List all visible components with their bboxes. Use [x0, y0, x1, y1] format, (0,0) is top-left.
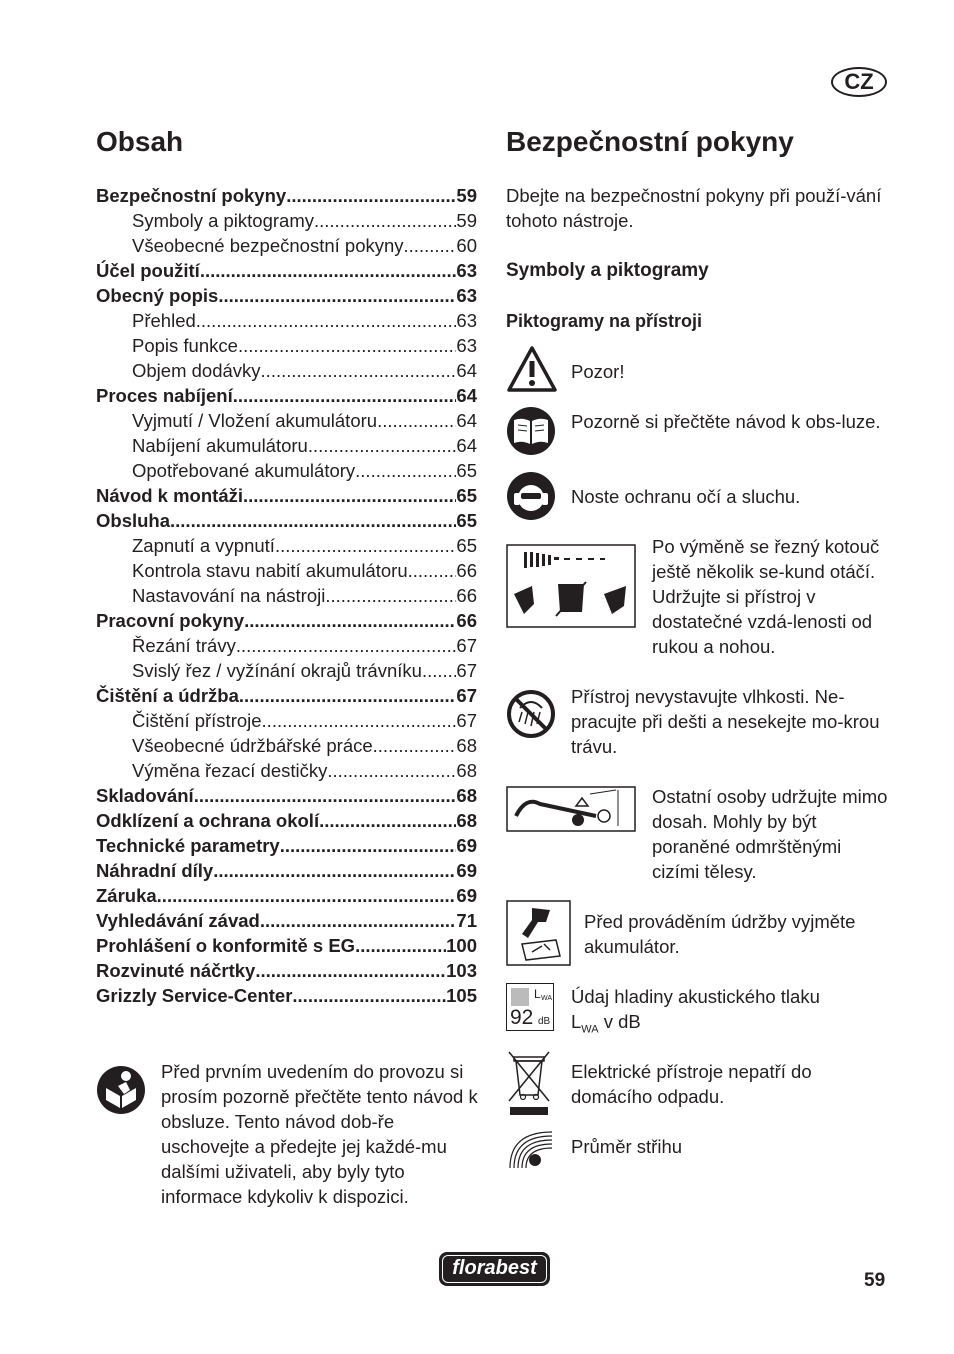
- table-of-contents: [96, 183, 477, 1008]
- toc-entry-page: 65: [456, 535, 477, 556]
- toc-leader-dots: [213, 858, 456, 883]
- toc-leader-dots: [239, 683, 457, 708]
- toc-leader-dots: [319, 808, 456, 833]
- device-pictograms-subtitle: Piktogramy na přístroji: [506, 311, 703, 331]
- toc-entry: [96, 708, 477, 733]
- toc-leader-dots: [422, 658, 456, 683]
- toc-entry-page: 63: [456, 285, 477, 306]
- toc-entry: [96, 883, 477, 908]
- no-rain-text: Přístroj nevystavujte vlhkosti. Ne-pracujte při dešti a nesekejte mo-krou trávu.: [571, 686, 880, 757]
- lwa-unit: dB: [538, 1016, 551, 1027]
- toc-entry: [96, 283, 477, 308]
- disposal-text: Elektrické přístroje nepatří do domácího odpadu.: [571, 1061, 812, 1107]
- toc-entry-page: 105: [446, 985, 477, 1006]
- toc-entry: [96, 433, 477, 458]
- toc-entry-page: 63: [456, 260, 477, 281]
- toc-entry: [96, 208, 477, 233]
- toc-entry: [96, 533, 477, 558]
- toc-leader-dots: [314, 208, 456, 233]
- toc-entry-title: Kontrola stavu nabití akumulátoru: [132, 560, 408, 581]
- toc-entry-page: 66: [456, 585, 477, 606]
- toc-entry-title: Všeobecné bezpečnostní pokyny: [132, 235, 404, 256]
- brand-name: florabest: [452, 1257, 537, 1279]
- toc-entry: [96, 633, 477, 658]
- toc-entry-page: 60: [456, 235, 477, 256]
- read-instructions-text: Pozorně si přečtěte návod k obs-luze.: [571, 411, 881, 432]
- toc-leader-dots: [280, 833, 457, 858]
- toc-entry-title: Prohlášení o konformitě s EG: [96, 935, 356, 956]
- toc-entry-page: 67: [456, 685, 477, 706]
- toc-entry-page: 68: [456, 735, 477, 756]
- read-instructions-icon: [506, 406, 556, 456]
- toc-leader-dots: [255, 958, 446, 983]
- toc-title: Obsah: [96, 126, 184, 157]
- lwa-value: 92: [510, 1006, 534, 1029]
- toc-entry-title: Účel použití: [96, 260, 200, 281]
- blade-rotation-icon: [506, 544, 636, 628]
- remove-battery-icon: [506, 900, 571, 966]
- toc-entry: [96, 658, 477, 683]
- toc-entry-title: Nabíjení akumulátoru: [132, 435, 308, 456]
- toc-entry-title: Návod k montáži: [96, 485, 243, 506]
- toc-entry: [96, 908, 477, 933]
- toc-entry-page: 69: [456, 860, 477, 881]
- toc-leader-dots: [262, 708, 457, 733]
- florabest-logo: [439, 1246, 550, 1288]
- toc-leader-dots: [261, 358, 457, 383]
- toc-entry-title: Náhradní díly: [96, 860, 214, 881]
- toc-entry: [96, 933, 477, 958]
- toc-entry: [96, 608, 477, 633]
- toc-entry: [96, 308, 477, 333]
- toc-leader-dots: [243, 483, 456, 508]
- toc-entry-title: Grizzly Service-Center: [96, 985, 293, 1006]
- toc-entry: [96, 558, 477, 583]
- toc-entry-page: 67: [456, 660, 477, 681]
- toc-leader-dots: [194, 783, 457, 808]
- toc-entry-page: 64: [456, 385, 477, 406]
- toc-leader-dots: [236, 633, 457, 658]
- toc-entry-title: Svislý řez / vyžínání okrajů trávníku: [132, 660, 422, 681]
- toc-leader-dots: [377, 408, 456, 433]
- intro-note: Před prvním uvedením do provozu si prosím pozorně přečtěte tento návod k obsluze. Tento návod dob-ře uschovejte a předejte jej každé-mu dalšími uživateli, aby byly tyto informace kdykoliv k dispozici.: [161, 1061, 478, 1207]
- toc-entry-page: 66: [456, 560, 477, 581]
- toc-entry-title: Vyjmutí / Vložení akumulátoru: [132, 410, 378, 431]
- toc-entry-page: 63: [456, 310, 477, 331]
- sound-level-text: [571, 984, 881, 1043]
- toc-entry-page: 59: [456, 185, 477, 206]
- lwa-sub: WA: [541, 995, 553, 1002]
- toc-leader-dots: [292, 983, 446, 1008]
- toc-entry-page: 103: [446, 960, 477, 981]
- toc-leader-dots: [200, 258, 457, 283]
- bystanders-distance-icon: [506, 786, 636, 832]
- toc-entry-title: Výměna řezací destičky: [132, 760, 328, 781]
- toc-leader-dots: [355, 458, 456, 483]
- toc-entry-title: Rozvinuté náčrtky: [96, 960, 256, 981]
- toc-entry-title: Proces nabíjení: [96, 385, 233, 406]
- toc-entry-title: Zapnutí a vypnutí: [132, 535, 275, 556]
- sound-level-line1: Údaj hladiny akustického tlaku: [571, 986, 820, 1007]
- toc-entry-page: 68: [456, 760, 477, 781]
- toc-entry-title: Pracovní pokyny: [96, 610, 245, 631]
- cut-diameter-text: Průměr střihu: [571, 1136, 683, 1157]
- speaker-icon: [511, 988, 529, 1006]
- cut-diameter-icon: [506, 1128, 556, 1170]
- toc-leader-dots: [157, 883, 457, 908]
- toc-entry-title: Objem dodávky: [132, 360, 261, 381]
- toc-entry: [96, 733, 477, 758]
- toc-entry-title: Skladování: [96, 785, 194, 806]
- blade-rotation-text: Po výměně se řezný kotouč ještě několik se-kund otáčí. Udržujte si přístroj v dostatečné vzdá-lenosti od rukou a nohou.: [652, 536, 880, 657]
- toc-leader-dots: [308, 433, 457, 458]
- toc-leader-dots: [408, 558, 457, 583]
- toc-entry-title: Odklízení a ochrana okolí: [96, 810, 320, 831]
- toc-leader-dots: [170, 508, 456, 533]
- toc-entry-page: 65: [456, 510, 477, 531]
- toc-entry-title: Obecný popis: [96, 285, 219, 306]
- toc-entry-page: 67: [456, 635, 477, 656]
- bystanders-text: Ostatní osoby udržujte mimo dosah. Mohly by být poraněné odmrštěnými cizími tělesy.: [652, 786, 888, 882]
- toc-leader-dots: [218, 283, 456, 308]
- toc-entry-page: 65: [456, 485, 477, 506]
- toc-entry-title: Obsluha: [96, 510, 171, 531]
- toc-entry-title: Záruka: [96, 885, 157, 906]
- toc-leader-dots: [260, 908, 457, 933]
- toc-entry-page: 63: [456, 335, 477, 356]
- toc-entry: [96, 958, 477, 983]
- toc-entry: [96, 483, 477, 508]
- sound-level-unit: v dB: [598, 1011, 641, 1032]
- toc-leader-dots: [244, 608, 456, 633]
- toc-entry-page: 65: [456, 460, 477, 481]
- toc-entry: [96, 408, 477, 433]
- sound-level-icon: [506, 983, 554, 1031]
- sound-level-sub: WA: [581, 1023, 599, 1036]
- read-manual-icon: [96, 1064, 146, 1116]
- toc-entry-title: Čištění přístroje: [132, 710, 262, 731]
- language-badge: CZ: [831, 67, 887, 97]
- toc-leader-dots: [373, 733, 457, 758]
- toc-leader-dots: [325, 583, 456, 608]
- symbols-subtitle: Symboly a piktogramy: [506, 260, 709, 281]
- toc-entry-title: Nastavování na nástroji: [132, 585, 326, 606]
- toc-entry-title: Opotřebované akumulátory: [132, 460, 356, 481]
- toc-entry-title: Technické parametry: [96, 835, 280, 856]
- warning-text: Pozor!: [571, 361, 625, 382]
- toc-entry-title: Všeobecné údržbářské práce: [132, 735, 373, 756]
- toc-entry: [96, 458, 477, 483]
- toc-entry-title: Symboly a piktogramy: [132, 210, 314, 231]
- toc-entry: [96, 183, 477, 208]
- eye-ear-protection-icon: [506, 471, 556, 521]
- toc-entry: [96, 383, 477, 408]
- no-rain-icon: [506, 688, 556, 740]
- warning-icon: [506, 345, 558, 393]
- toc-entry-title: Čištění a údržba: [96, 685, 239, 706]
- toc-entry-title: Řezání trávy: [132, 635, 236, 656]
- toc-leader-dots: [327, 758, 456, 783]
- safety-title: Bezpečnostní pokyny: [506, 126, 794, 157]
- toc-entry-page: 69: [456, 885, 477, 906]
- toc-entry-page: 66: [456, 610, 477, 631]
- remove-battery-text: Před prováděním údržby vyjměte akumulátor.: [584, 911, 856, 957]
- toc-entry-page: 64: [456, 410, 477, 431]
- sound-level-l: L: [571, 1011, 582, 1032]
- toc-entry-page: 71: [456, 910, 477, 931]
- toc-leader-dots: [355, 933, 446, 958]
- toc-leader-dots: [233, 383, 457, 408]
- toc-leader-dots: [286, 183, 456, 208]
- toc-entry-page: 64: [456, 435, 477, 456]
- lwa-label: L: [534, 987, 541, 1001]
- toc-entry-page: 68: [456, 810, 477, 831]
- toc-entry: [96, 358, 477, 383]
- toc-entry-page: 59: [456, 210, 477, 231]
- crossed-bin-icon: [506, 1049, 552, 1117]
- toc-entry: [96, 333, 477, 358]
- toc-entry-page: 68: [456, 785, 477, 806]
- toc-entry: [96, 758, 477, 783]
- protection-text: Noste ochranu očí a sluchu.: [571, 486, 801, 507]
- toc-entry-title: Vyhledávání závad: [96, 910, 260, 931]
- toc-leader-dots: [404, 233, 457, 258]
- toc-entry: [96, 833, 477, 858]
- safety-intro: Dbejte na bezpečnostní pokyny při použí-vání tohoto nástroje.: [506, 185, 882, 231]
- toc-entry: [96, 783, 477, 808]
- toc-entry: [96, 808, 477, 833]
- toc-entry: [96, 233, 477, 258]
- toc-entry-page: 69: [456, 835, 477, 856]
- toc-entry-page: 64: [456, 360, 477, 381]
- toc-entry-title: Popis funkce: [132, 335, 238, 356]
- toc-entry-page: 100: [446, 935, 477, 956]
- toc-entry-page: 67: [456, 710, 477, 731]
- toc-entry: [96, 583, 477, 608]
- toc-entry-title: Bezpečnostní pokyny: [96, 185, 287, 206]
- toc-entry-title: Přehled: [132, 310, 196, 331]
- toc-leader-dots: [196, 308, 457, 333]
- page-number: 59: [864, 1270, 886, 1291]
- toc-entry: [96, 258, 477, 283]
- toc-entry: [96, 508, 477, 533]
- toc-entry: [96, 683, 477, 708]
- toc-leader-dots: [275, 533, 456, 558]
- toc-entry: [96, 858, 477, 883]
- toc-leader-dots: [238, 333, 456, 358]
- toc-entry: [96, 983, 477, 1008]
